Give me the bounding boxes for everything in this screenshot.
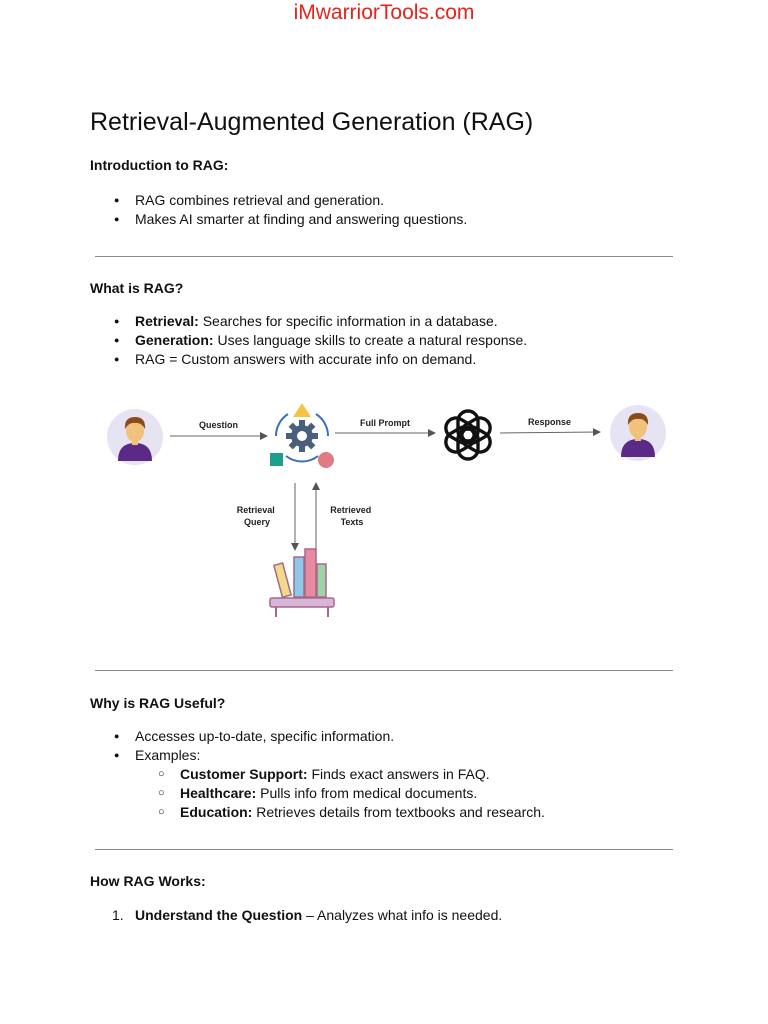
rag-gear-icon	[270, 403, 334, 468]
divider	[95, 849, 673, 850]
description: Pulls info from medical documents.	[256, 785, 478, 801]
intro-list	[90, 191, 467, 229]
description: RAG = Custom answers with accurate info on demand.	[135, 351, 477, 367]
list-item	[90, 312, 527, 331]
description: Searches for specific information in a database.	[198, 313, 498, 329]
term: Retrieval:	[135, 313, 199, 329]
list-item: ● RAG combines retrieval and generation.	[90, 191, 467, 210]
what-heading: What is RAG?	[90, 280, 184, 296]
list-item: ● Accesses up-to-date, specific information.	[90, 727, 394, 746]
books-icon	[270, 549, 334, 617]
list-item	[90, 803, 545, 822]
description: Retrieves details from textbooks and research.	[252, 804, 545, 820]
list-item	[90, 350, 527, 369]
term: Education:	[180, 804, 253, 820]
question-label: Question	[199, 420, 239, 430]
rag-diagram	[95, 395, 685, 630]
term: Healthcare:	[180, 785, 257, 801]
openai-logo-icon	[442, 411, 494, 459]
list-item	[90, 906, 502, 925]
why-heading: Why is RAG Useful?	[90, 695, 226, 711]
response-arrow	[500, 432, 600, 433]
why-list	[90, 727, 394, 765]
term: Generation:	[135, 332, 214, 348]
retrieval-query-label: Retrieval Query	[236, 505, 275, 527]
step-number: 1.	[112, 907, 124, 923]
term: Understand the Question	[135, 907, 303, 923]
description: Uses language skills to create a natural response.	[213, 332, 528, 348]
site-title: iMwarriorTools.com	[293, 1, 475, 24]
how-steps	[90, 906, 502, 925]
full-prompt-label: Full Prompt	[360, 418, 410, 428]
term: Customer Support:	[180, 766, 308, 782]
list-item	[90, 331, 527, 350]
retrieved-texts-label: Retrieved Texts	[330, 505, 372, 527]
list-item	[90, 784, 545, 803]
user-avatar-icon	[610, 405, 666, 461]
list-item: ● Makes AI smarter at finding and answering questions.	[90, 210, 467, 229]
intro-heading: Introduction to RAG:	[90, 157, 229, 173]
user-avatar-icon	[107, 409, 163, 465]
description: – Analyzes what info is needed.	[302, 907, 503, 923]
what-list	[90, 312, 527, 369]
page-title: Retrieval-Augmented Generation (RAG)	[90, 108, 534, 136]
divider	[95, 670, 673, 671]
divider	[95, 256, 673, 257]
response-label: Response	[528, 417, 572, 427]
how-heading: How RAG Works:	[90, 873, 206, 889]
examples-list	[90, 765, 545, 822]
list-item	[90, 765, 545, 784]
list-item: ● Examples:	[90, 746, 394, 765]
description: Finds exact answers in FAQ.	[307, 766, 490, 782]
